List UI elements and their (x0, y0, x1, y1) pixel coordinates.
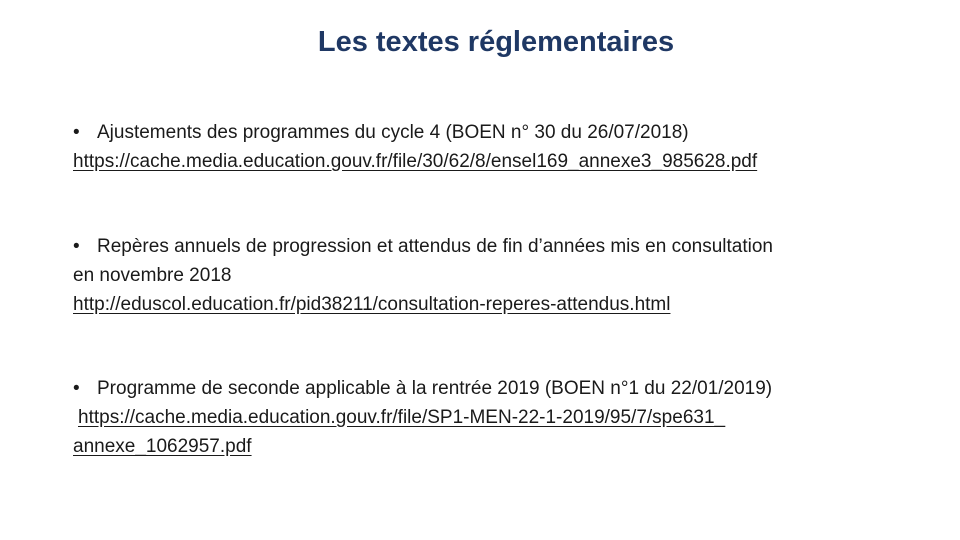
document-link[interactable]: https://cache.media.education.gouv.fr/file/30/62/8/ensel169_annexe3_985628.pdf (73, 151, 758, 172)
document-link[interactable]: https://cache.media.education.gouv.fr/file/SP1-MEN-22-1-2019/95/7/spe631_ (78, 407, 726, 428)
bullet-marker: • (73, 236, 80, 257)
list-item (73, 118, 893, 176)
item-text-continuation: en novembre 2018 (73, 265, 232, 286)
document-link[interactable]: http://eduscol.education.fr/pid38211/consultation-reperes-attendus.html (73, 294, 671, 315)
bullet-marker: • (73, 122, 80, 143)
bullet-marker: • (73, 378, 80, 399)
list-item (73, 232, 893, 319)
list-item (73, 374, 893, 461)
item-text: Repères annuels de progression et attendus de fin d’années mis en consultation (97, 236, 773, 257)
document-link-continuation[interactable]: annexe_1062957.pdf (73, 436, 252, 457)
item-text: Ajustements des programmes du cycle 4 (BOEN n° 30 du 26/07/2018) (97, 122, 689, 143)
page-title: Les textes réglementaires (317, 26, 675, 58)
item-text: Programme de seconde applicable à la rentrée 2019 (BOEN n°1 du 22/01/2019) (97, 378, 773, 399)
